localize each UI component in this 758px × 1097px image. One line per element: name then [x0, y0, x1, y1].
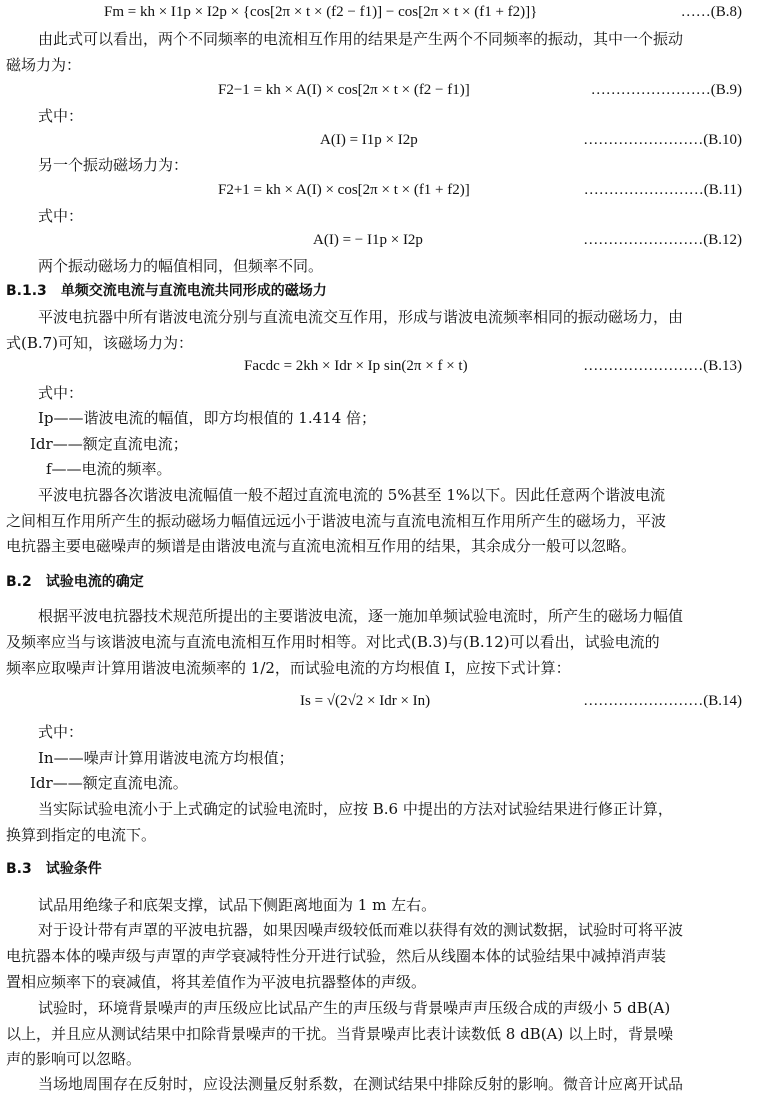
paragraph: 两个振动磁场力的幅值相同，但频率不同。: [38, 257, 324, 275]
section-heading-b13: B.1.3 单频交流电流与直流电流共同形成的磁场力: [6, 283, 327, 299]
paragraph: 及频率应当与该谐波电流与直流电流相互作用时相等。对比式(B.3)与(B.12)可以看出，试验电流的: [6, 633, 660, 651]
equation-tag-b9: ……………………(B.9): [590, 82, 742, 98]
paragraph: 平波电抗器中所有谐波电流分别与直流电流交互作用，形成与谐波电流频率相同的振动磁场力，由: [38, 308, 684, 326]
paragraph: 试验时，环境背景噪声的声压级应比试品产生的声压级与背景噪声声压级合成的声级小 5 dB(A): [38, 999, 671, 1017]
paragraph: 试品用绝缘子和底架支撑，试品下侧距离地面为 1 m 左右。: [38, 896, 437, 914]
equation-tag-b10: ……………………(B.10): [583, 132, 742, 148]
equation-tag-b11: ……………………(B.11): [583, 182, 742, 198]
paragraph: 当场地周围存在反射时，应设法测量反射系数，在测试结果中排除反射的影响。微音计应离开试品: [38, 1075, 684, 1093]
equation-tag-b13: ……………………(B.13): [583, 358, 742, 374]
paragraph: 根据平波电抗器技术规范所提出的主要谐波电流，逐一施加单频试验电流时，所产生的磁场力幅值: [38, 607, 684, 625]
definition: In——噪声计算用谐波电流方均根值；: [38, 749, 294, 767]
equation-b11: F2+1 = kh × A(I) × cos[2π × t × (f1 + f2)]: [218, 182, 470, 198]
paragraph: 之间相互作用所产生的振动磁场力幅值远远小于谐波电流与直流电流相互作用所产生的磁场力，平波: [6, 512, 667, 530]
paragraph: 频率应取噪声计算用谐波电流频率的 1/2，而试验电流的方均根值 I，应按下式计算：: [6, 659, 571, 677]
equation-tag-b14: ……………………(B.14): [583, 693, 742, 709]
equation-b14: Is = √(2√2 × Idr × In): [300, 693, 431, 709]
paragraph: 另一个振动磁场力为：: [38, 156, 189, 174]
paragraph: 以上，并且应从测试结果中扣除背景噪声的干扰。当背景噪声比表计读数低 8 dB(A) 以上时，背景噪: [6, 1025, 674, 1043]
section-heading-b2: B.2 试验电流的确定: [6, 574, 144, 590]
equation-b10: A(I) = I1p × I2p: [320, 132, 418, 148]
definition: Idr——额定直流电流；: [30, 435, 188, 453]
paragraph: 磁场力为：: [6, 56, 82, 74]
paragraph: 由此式可以看出，两个不同频率的电流相互作用的结果是产生两个不同频率的振动，其中一个振动: [38, 30, 684, 48]
equation-tag-b8: ……(B.8): [680, 4, 742, 20]
label-shizhong: 式中：: [38, 723, 84, 741]
section-heading-b3: B.3 试验条件: [6, 861, 102, 877]
paragraph: 对于设计带有声罩的平波电抗器，如果因噪声级较低而难以获得有效的测试数据，试验时可将平波: [38, 921, 684, 939]
paragraph: 换算到指定的电流下。: [6, 826, 157, 844]
paragraph: 电抗器本体的噪声级与声罩的声学衰减特性分开进行试验，然后从线圈本体的试验结果中减掉消声装: [6, 947, 667, 965]
paragraph: 置相应频率下的衰减值，将其差值作为平波电抗器整体的声级。: [6, 973, 427, 991]
paragraph: 电抗器主要电磁噪声的频谱是由谐波电流与直流电流相互作用的结果，其余成分一般可以忽略。: [6, 537, 637, 555]
paragraph: 当实际试验电流小于上式确定的试验电流时，应按 B.6 中提出的方法对试验结果进行修正计算，: [38, 800, 673, 818]
equation-b13: Facdc = 2kh × Idr × Ip sin(2π × f × t): [244, 358, 468, 374]
definition: f——电流的频率。: [46, 460, 172, 478]
paragraph: 式(B.7)可知，该磁场力为：: [6, 334, 194, 352]
label-shizhong: 式中：: [38, 107, 84, 125]
equation-tag-b12: ……………………(B.12): [583, 232, 742, 248]
label-shizhong: 式中：: [38, 384, 84, 402]
equation-b12: A(I) = − I1p × I2p: [313, 232, 423, 248]
paragraph: 声的影响可以忽略。: [6, 1050, 142, 1068]
definition: Idr——额定直流电流。: [30, 774, 188, 792]
equation-b9: F2−1 = kh × A(I) × cos[2π × t × (f2 − f1)]: [218, 82, 470, 98]
label-shizhong: 式中：: [38, 207, 84, 225]
equation-b8: Fm = kh × I1p × I2p × {cos[2π × t × (f2 − f1)] − cos[2π × t × (f1 + f2)]}: [104, 4, 538, 20]
definition: Ip——谐波电流的幅值，即方均根值的 1.414 倍；: [38, 409, 377, 427]
paragraph: 平波电抗器各次谐波电流幅值一般不超过直流电流的 5%甚至 1%以下。因此任意两个谐波电流: [38, 486, 666, 504]
